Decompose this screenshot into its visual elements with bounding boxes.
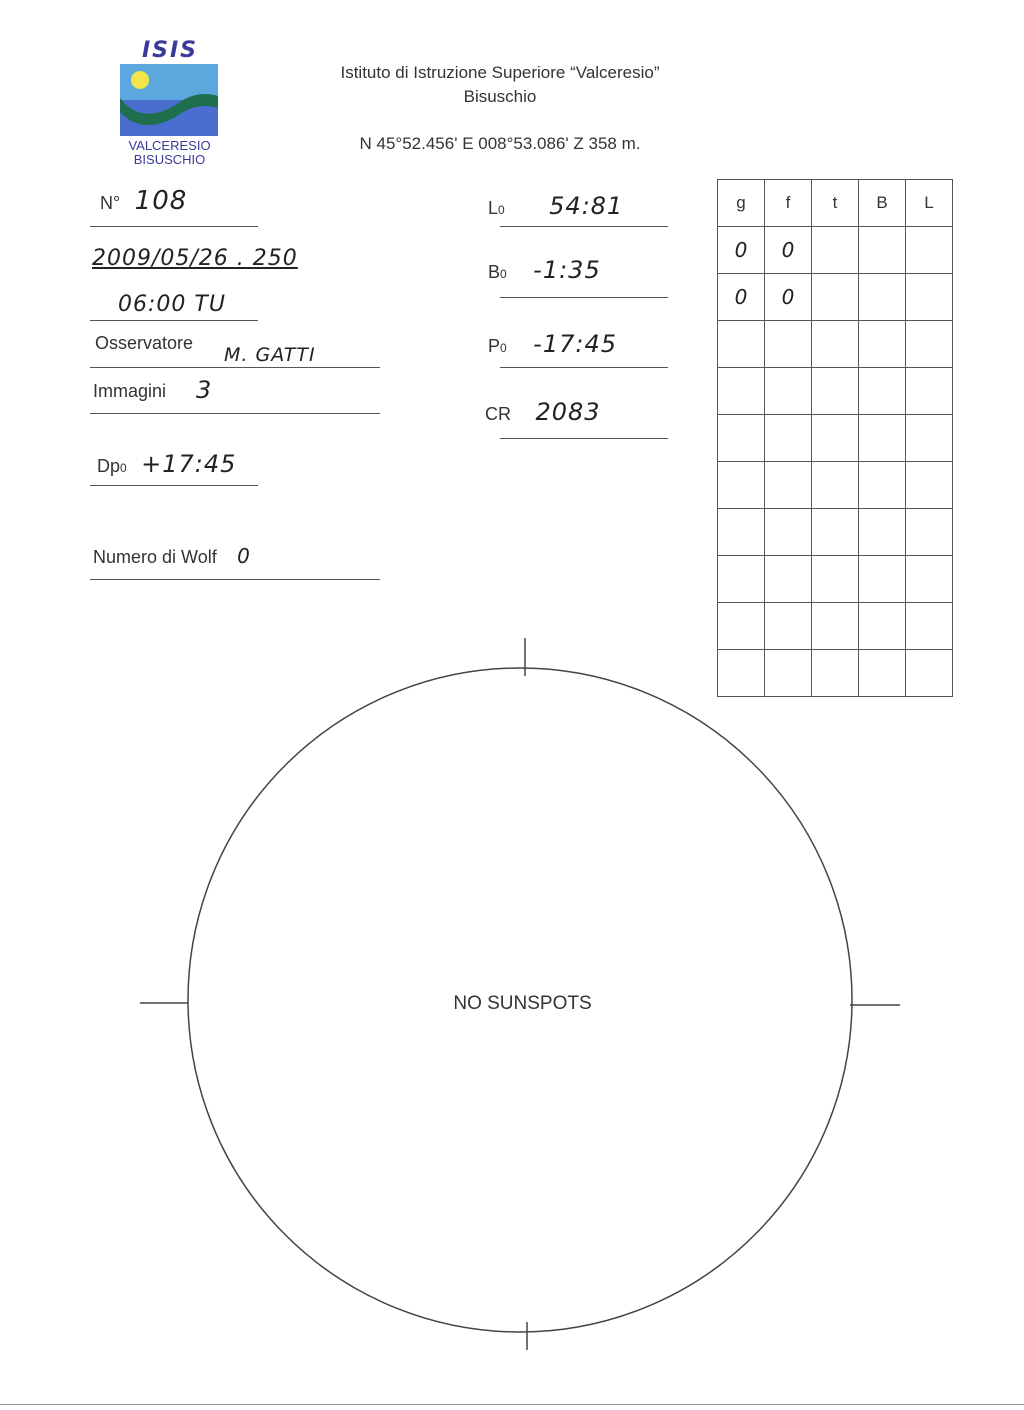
date-value: 2009/05/26 . 250 xyxy=(92,246,298,271)
page-bottom-edge xyxy=(0,1404,1024,1405)
observer-label: Osservatore xyxy=(95,333,194,353)
b0-label: B0 xyxy=(488,262,507,282)
l0-label: L0 xyxy=(488,198,505,218)
p0-label: P0 xyxy=(488,336,507,356)
time-value: 06:00 TU xyxy=(118,292,226,317)
wolf-label: Numero di Wolf xyxy=(93,547,217,567)
wolf-value: 0 xyxy=(237,544,251,568)
row1-f: 0 xyxy=(765,227,812,274)
images-label: Immagini xyxy=(93,381,167,401)
logo-line1: VALCERESIO xyxy=(128,138,211,153)
observatory-coordinates: N 45°52.456' E 008°53.086' Z 358 m. xyxy=(359,134,641,153)
row1-g: 0 xyxy=(718,227,765,274)
dp0-value: +17:45 xyxy=(141,450,237,478)
header-g: g xyxy=(718,180,765,227)
b0-value: -1:35 xyxy=(533,256,601,284)
row2-f: 0 xyxy=(765,274,812,321)
dp0-label: Dp0 xyxy=(97,456,127,476)
no-sunspots-text: NO SUNSPOTS xyxy=(453,993,592,1014)
observer-value: M. GATTI xyxy=(224,344,316,366)
institute-title: Istituto di Istruzione Superiore “Valceresio” xyxy=(340,63,660,82)
l0-value: 54:81 xyxy=(549,192,624,220)
number-label: N° xyxy=(100,193,121,213)
logo-line2: BISUSCHIO xyxy=(133,152,206,167)
cr-label: CR xyxy=(485,404,511,424)
logo-brand: ISIS xyxy=(141,38,199,63)
header-t: t xyxy=(812,180,859,227)
header-f: f xyxy=(765,180,812,227)
header-b: B xyxy=(859,180,906,227)
cr-value: 2083 xyxy=(535,398,601,426)
number-value: 108 xyxy=(134,186,188,216)
header-l: L xyxy=(906,180,953,227)
images-value: 3 xyxy=(196,376,213,404)
p0-value: -17:45 xyxy=(533,330,617,358)
row2-g: 0 xyxy=(718,274,765,321)
institute-town: Bisuschio xyxy=(463,87,537,106)
